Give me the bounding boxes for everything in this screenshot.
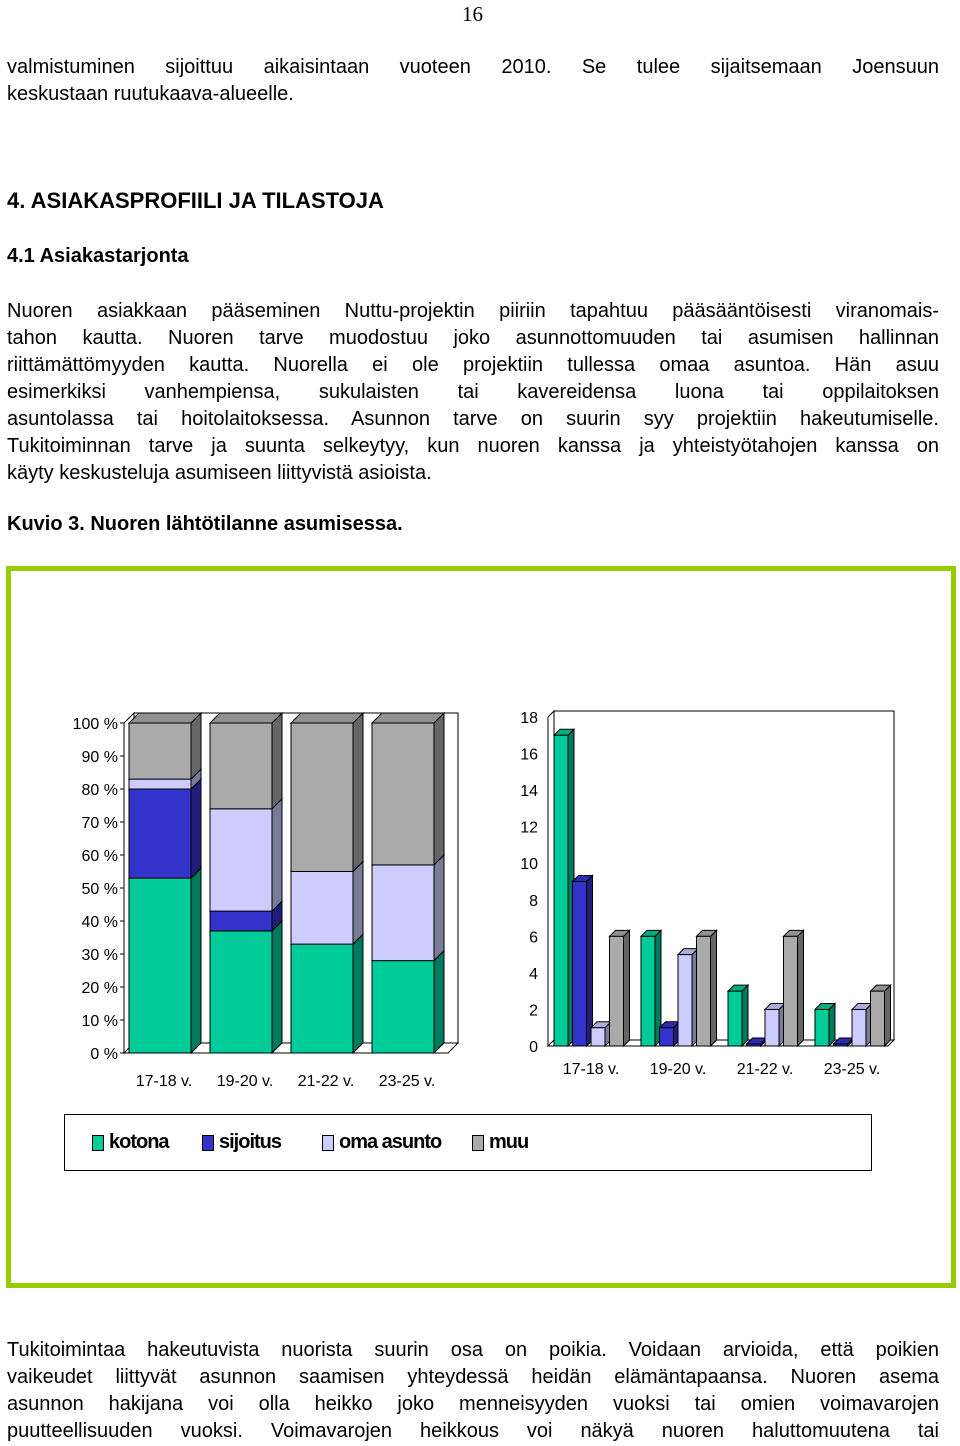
closing-line-2: vaikeudet liittyvät asunnon saamisen yhteydessä heidän elämäntapaansa. Nuoren asema [7,1366,939,1388]
charts-canvas [11,571,951,1283]
chart2-bar [591,1028,605,1046]
chart1-bar-segment-side [191,868,201,1053]
plot-back-wall [554,711,894,1040]
chart1-bar-segment-top [210,713,282,723]
chart2-bar [610,936,624,1046]
intro-line-1: valmistuminen sijoittuu aikaisintaan vuoteen 2010. Se tulee sijaitsemaan Joensuun [7,56,939,78]
chart1-bar-segment [129,789,191,878]
chart1-ytick-label: 60 % [81,848,118,865]
closing-line-4: puutteellisuuden vuoksi. Voimavarojen heikkous voi näkyä nuoren haluttomuutena tai [7,1420,939,1442]
legend-label-muu: muu [489,1131,529,1153]
chart1-bar-segment-side [434,951,444,1053]
chart1-bar-segment-side [272,799,282,911]
chart1-bar-segment-side [434,855,444,961]
body-line-2: tahon kautta. Nuoren tarve muodostuu joko asunnottomuuden tai asumisen hallinnan [7,327,939,349]
figure-frame [6,566,956,1288]
legend-swatch-kotona [92,1135,104,1151]
body-line-4: esimerkiksi vanhempiensa, sukulaisten tai kavereidensa luona tai oppilaitoksen [7,381,939,403]
chart2-bar [815,1009,829,1046]
chart2-xtick-label: 19-20 v. [649,1061,707,1078]
chart2-bar [660,1028,674,1046]
chart2-bar [765,1009,779,1046]
chart2-bar [678,955,692,1046]
chart1-bar-segment-side [353,713,363,872]
chart2-bar-side [829,1003,835,1046]
chart2-bar [697,936,711,1046]
chart2-bar-side [587,876,593,1047]
legend [64,1114,872,1171]
closing-line-1: Tukitoimintaa hakeutuvista nuorista suurin osa on poikia. Voidaan arvioida, että poikien [7,1339,939,1361]
chart2-bar [747,1044,761,1046]
chart1-ytick-label: 0 % [90,1046,118,1063]
chart2-bar [728,991,742,1046]
closing-line-3: asunnon hakijana voi olla heikko joko menneisyyden vuoksi tai omien voimavarojen [7,1393,939,1415]
chart1-ytick-label: 50 % [81,881,118,898]
chart1-bar-segment [129,779,191,789]
chart2-bar-side [798,930,804,1046]
chart1-ytick-label: 30 % [81,947,118,964]
chart1-ytick-label: 80 % [81,782,118,799]
chart1-ytick-label: 40 % [81,914,118,931]
legend-label-sijoitus: sijoitus [219,1131,282,1153]
chart1-bar-segment [372,961,434,1053]
chart2-ytick-label: 16 [520,746,538,764]
chart2-ytick-label: 10 [520,856,538,874]
chart1-xtick-label: 23-25 v. [378,1073,436,1090]
body-line-3: riittämättömyyden kautta. Nuorella ei ole projektiin tullessa omaa asuntoa. Hän asuu [7,354,939,376]
chart1-bar-segment [129,878,191,1053]
chart1-ytick-label: 90 % [81,749,118,766]
chart2-ytick-label: 8 [529,892,538,910]
figure-caption: Kuvio 3. Nuoren lähtötilanne asumisessa. [7,513,403,535]
chart1-bar-segment-side [191,713,201,779]
chart1-bar-segment-side [353,934,363,1053]
chart1-bar-segment [129,723,191,779]
section-heading: 4. ASIAKASPROFIILI JA TILASTOJA [7,188,384,213]
chart1-ytick-label: 20 % [81,980,118,997]
chart1-bar-segment [291,944,353,1053]
body-line-5: asuntolassa tai hoitolaitoksessa. Asunnon tarve on suurin syy projektiin hakeutumiselle. [7,408,939,430]
body-line-6: Tukitoiminnan tarve ja suunta selkeytyy, kun nuoren kanssa ja yhteistyötahojen kanssa on [7,435,939,457]
legend-swatch-sijoitus [202,1135,214,1151]
chart2-bar [852,1009,866,1046]
chart2-ytick-label: 14 [520,783,538,801]
chart1-ytick-label: 70 % [81,815,118,832]
chart1-bar-segment-top [129,713,201,723]
chart2-bar [641,936,655,1046]
chart2-bar-side [624,930,630,1046]
body-line-7: käyty keskusteluja asumiseen liittyvistä asioista. [7,462,432,484]
chart2-bar-side [742,985,748,1046]
chart2-bar [784,936,798,1046]
chart2-bar [573,882,587,1047]
legend-swatch-oma-asunto [322,1135,334,1151]
chart2-bar-side [711,930,717,1046]
chart1-bar-segment [210,931,272,1053]
chart2-ytick-label: 2 [529,1002,538,1020]
chart2-bar [834,1044,848,1046]
chart2-bar [554,735,568,1046]
chart1-bar-segment-side [272,921,282,1053]
chart2-ytick-label: 6 [529,929,538,947]
chart2-bar-side [885,985,891,1046]
chart1-bar-segment [210,723,272,809]
page-number: 16 [462,2,483,26]
chart2-ytick-label: 18 [520,710,538,727]
body-line-1: Nuoren asiakkaan pääseminen Nuttu-projektin piiriin tapahtuu pääsääntöisesti viranomais- [7,300,939,322]
chart1-bar-segment-top [372,713,444,723]
chart1-xtick-label: 21-22 v. [297,1073,355,1090]
chart1-bar-segment-side [434,713,444,865]
chart2-xtick-label: 21-22 v. [736,1061,794,1078]
chart1-ytick-label: 10 % [81,1013,118,1030]
plot-side-wall [548,711,554,1046]
chart1-bar-segment-side [272,713,282,809]
chart1-bar-segment-top [291,713,363,723]
subsection-heading: 4.1 Asiakastarjonta [7,245,189,267]
chart2-ytick-label: 0 [529,1039,538,1056]
legend-label-oma-asunto: oma asunto [339,1131,442,1153]
chart2-ytick-label: 4 [529,965,538,983]
chart2-bar [871,991,885,1046]
legend-label-kotona: kotona [109,1131,169,1153]
legend-swatch-muu [472,1135,484,1151]
intro-line-2: keskustaan ruutukaava-alueelle. [7,83,294,105]
chart1-xtick-label: 17-18 v. [135,1073,193,1090]
chart1-bar-segment [291,723,353,872]
chart1-ytick-label: 100 % [72,716,118,733]
chart1-bar-segment [372,865,434,961]
chart1-bar-segment [210,911,272,931]
chart1-bar-segment-side [353,862,363,945]
chart2-xtick-label: 17-18 v. [562,1061,620,1078]
chart2-xtick-label: 23-25 v. [823,1061,881,1078]
chart1-bar-segment-side [191,779,201,878]
chart1-xtick-label: 19-20 v. [216,1073,274,1090]
chart1-bar-segment [291,872,353,945]
chart1-bar-segment [372,723,434,865]
chart2-ytick-label: 12 [520,819,538,837]
chart1-bar-segment [210,809,272,911]
